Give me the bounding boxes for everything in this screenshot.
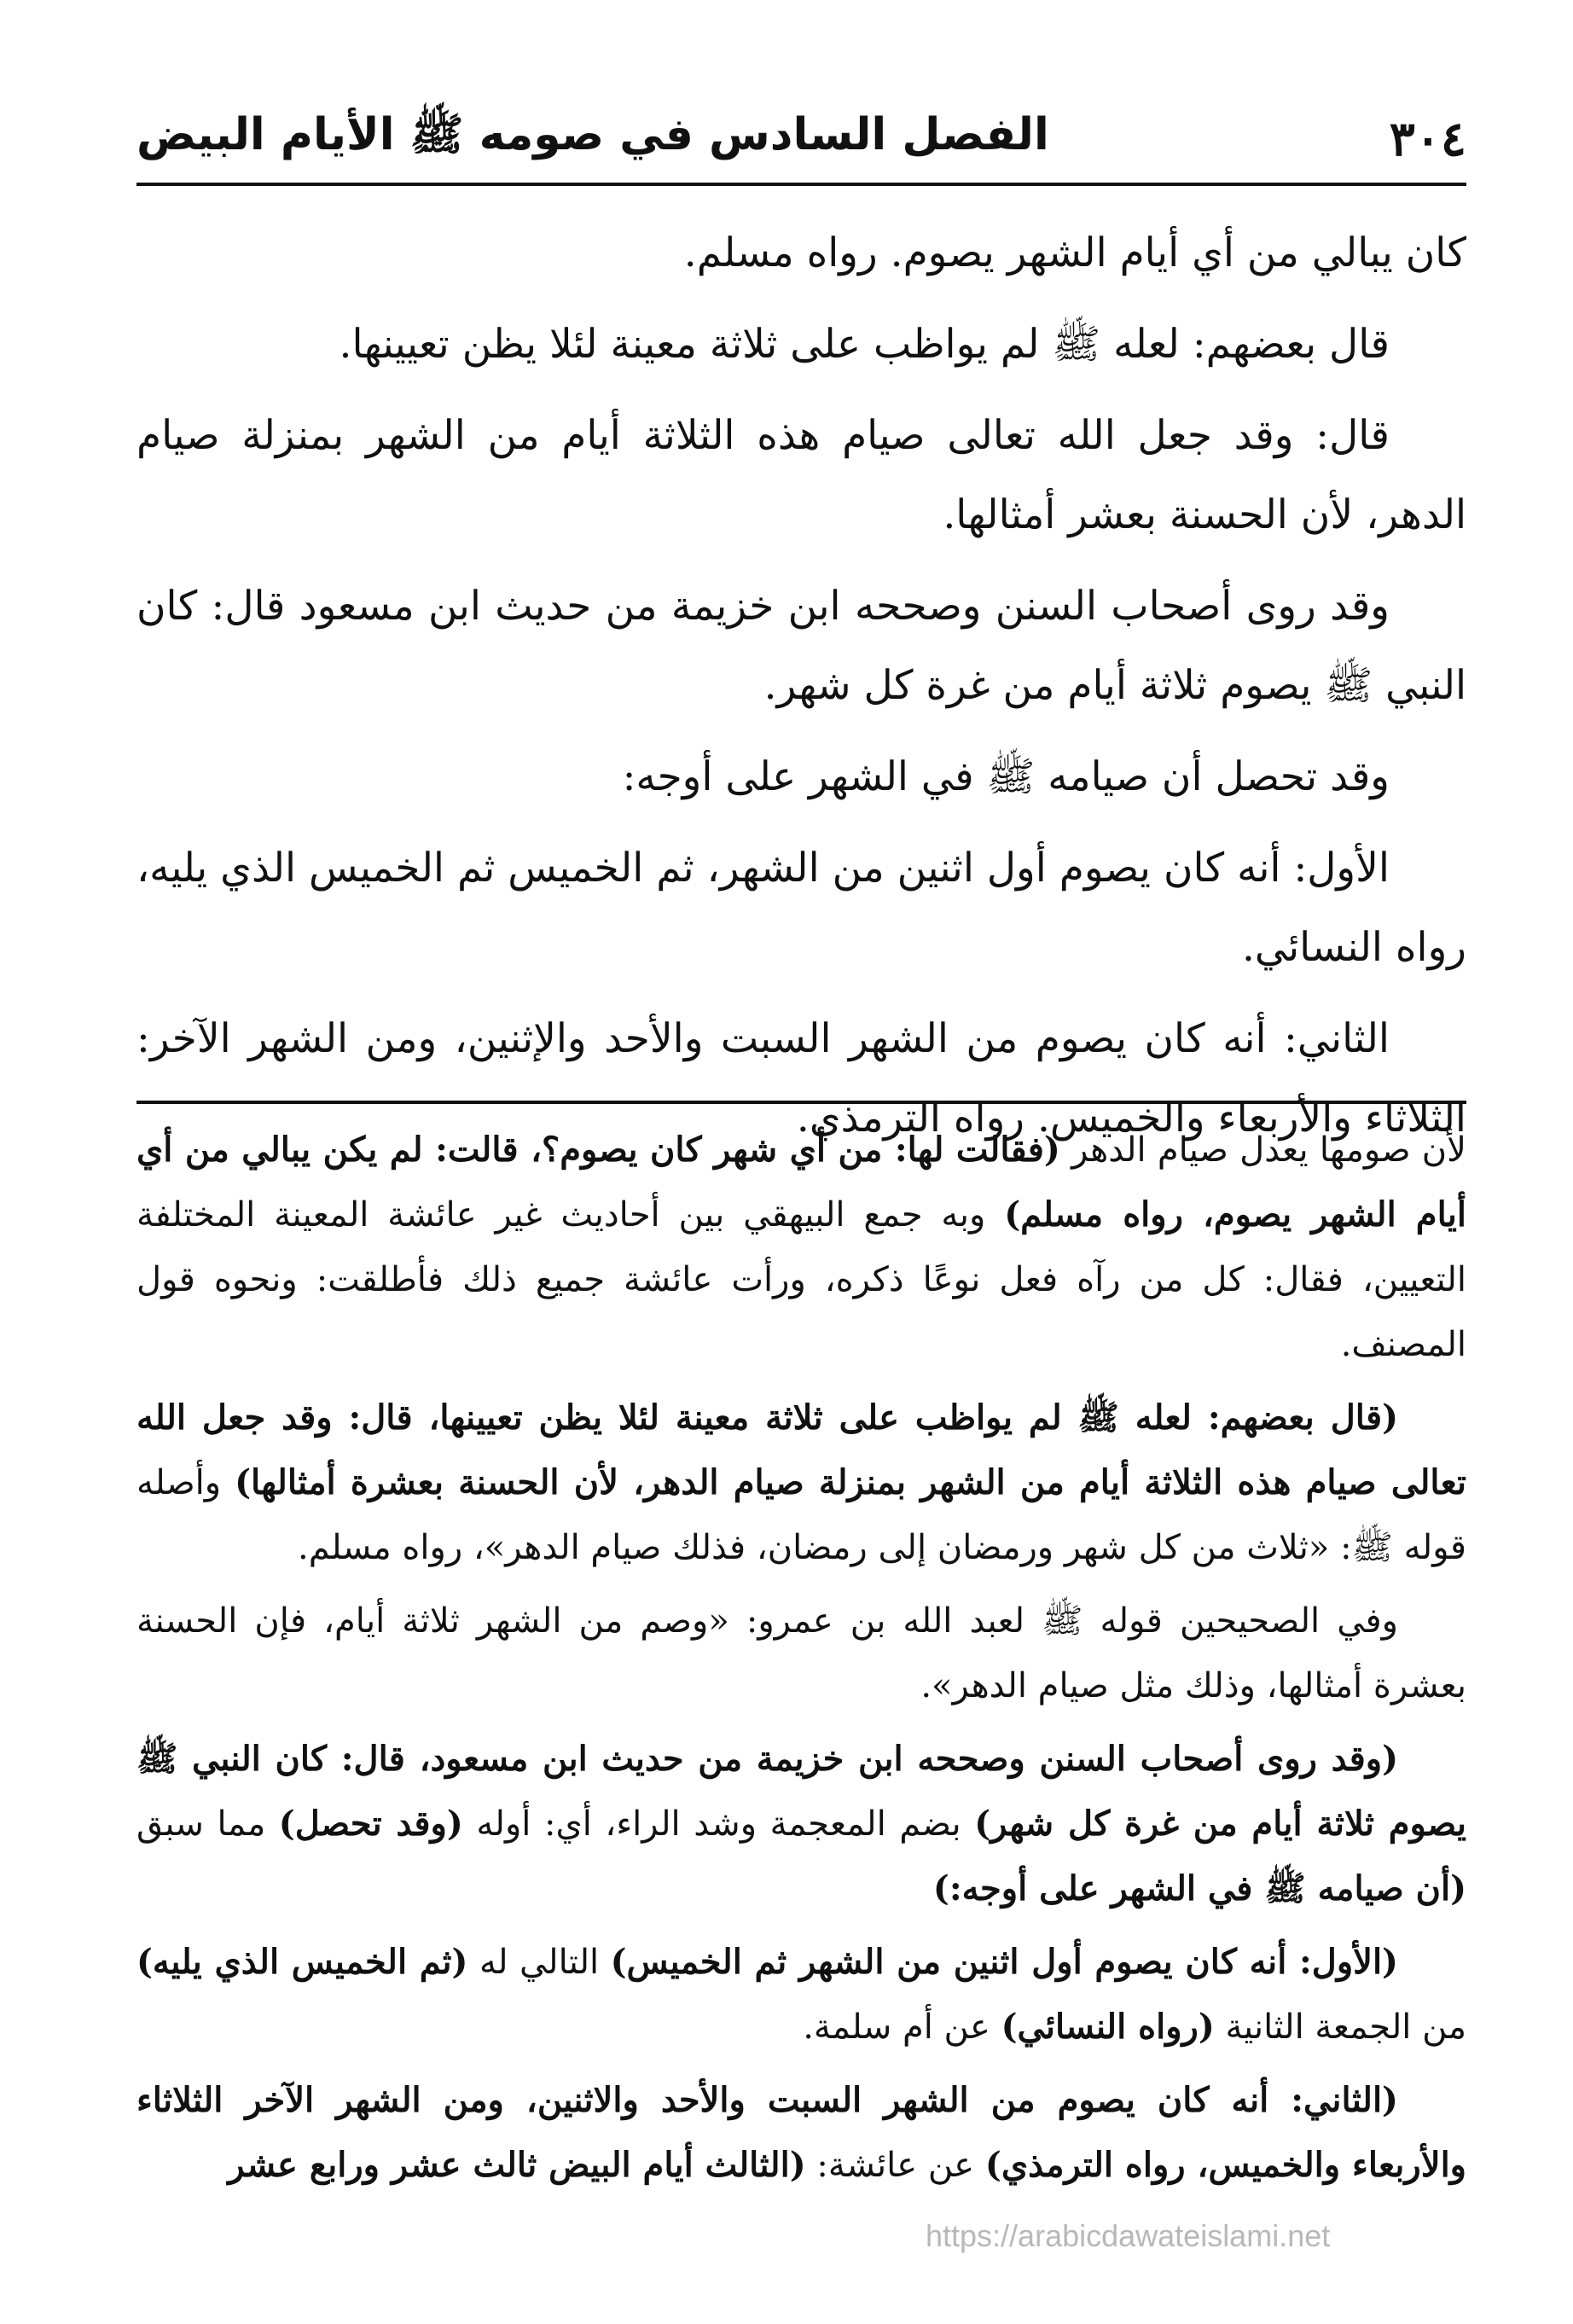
header-rule	[136, 183, 1466, 186]
commentary-paragraph: وفي الصحيحين قوله ﷺ لعبد الله بن عمرو: «وصم من الشهر ثلاثة أيام، فإن الحسنة بعشرة أمثالها، وذلك مثل صيام الدهر».	[136, 1601, 1466, 1705]
commentary-paragraph	[136, 2068, 1466, 2198]
page-header	[136, 101, 1466, 177]
quoted-text: (الأول: أنه كان يصوم أول اثنين من الشهر ثم الخميس)	[610, 1942, 1398, 1982]
commentary-text: لأن صومها يعدل صيام الدهر	[1059, 1130, 1466, 1170]
main-paragraph: وقد تحصل أن صيامه ﷺ في الشهر على أوجه:	[622, 753, 1390, 800]
commentary-paragraph	[136, 1727, 1466, 1921]
quoted-text: (قال بعضهم: لعله ﷺ لم يواظب على ثلاثة معينة لئلا يظن تعيينها، قال: وقد جعل الله تعالى صيام هذه الثلاثة أيام من الشهر بمنزلة صيام الدهر، لأن الحسنة بعشرة أمثالها)	[136, 1397, 1467, 1502]
commentary-text: من الجمعة الثانية	[1214, 2007, 1466, 2047]
main-text	[136, 213, 1466, 1170]
quoted-text: (الثالث أيام البيض ثالث عشر ورابع عشر	[228, 2145, 806, 2185]
commentary-paragraph	[136, 1386, 1466, 1580]
commentary-text: بضم المعجمة وشد الراء، أي: أوله	[462, 1804, 975, 1844]
page-number: ٣٠٤	[1389, 111, 1466, 167]
main-paragraph: كان يبالي من أي أيام الشهر يصوم. رواه مسلم.	[683, 229, 1466, 276]
commentary-separator	[136, 1101, 1466, 1104]
main-paragraph: وقد روى أصحاب السنن وصححه ابن خزيمة من حديث ابن مسعود قال: كان النبي ﷺ يصوم ثلاثة أيام من غرة كل شهر.	[136, 583, 1466, 709]
quoted-text: (وقد روى أصحاب السنن وصححه ابن خزيمة من حديث ابن مسعود، قال: كان النبي ﷺ يصوم ثلاثة أيام من غرة كل شهر)	[136, 1739, 1466, 1844]
watermark: https://arabicdawateislami.net	[926, 2218, 1331, 2253]
quoted-text: (رواه النسائي)	[1001, 2007, 1215, 2047]
commentary-text: وبه جمع البيهقي بين أحاديث غير عائشة المعينة المختلفة التعيين، فقال: كل من رآه فعل نوعًا ذكره، ورأت عائشة جميع ذلك فأطلقت: ونحوه قول المصنف.	[136, 1195, 1466, 1364]
commentary-text: التالي له	[467, 1943, 611, 1982]
main-paragraph: الثاني: أنه كان يصوم من الشهر السبت والأحد والإثنين، ومن الشهر الآخر: الثلاثاء والأربعاء والخميس. رواه الترمذي.	[136, 1015, 1466, 1142]
commentary-paragraph	[136, 1930, 1466, 2060]
commentary-paragraph	[136, 1118, 1466, 1377]
commentary	[136, 1118, 1466, 2206]
running-title: الفصل السادس في صومه ﷺ الأيام البيض	[136, 108, 1049, 160]
quoted-text: (ثم الخميس الذي يليه)	[136, 1942, 468, 1982]
quoted-text: (أن صيامه ﷺ في الشهر على أوجه:)	[932, 1868, 1466, 1909]
quoted-text: (الثاني: أنه كان يصوم من الشهر السبت والأحد والاثنين، ومن الشهر الآخر الثلاثاء والأربعاء والخميس، رواه الترمذي)	[136, 2080, 1466, 2185]
commentary-text: عن عائشة:	[805, 2146, 985, 2185]
commentary-text: عن أم سلمة.	[803, 2007, 1001, 2047]
main-paragraph: قال: وقد جعل الله تعالى صيام هذه الثلاثة أيام من الشهر بمنزلة صيام الدهر، لأن الحسنة بعشر أمثالها.	[136, 412, 1466, 538]
commentary-text: وأصله قوله ﷺ: «ثلاث من كل شهر ورمضان إلى رمضان، فذلك صيام الدهر»، رواه مسلم.	[136, 1463, 1466, 1567]
main-paragraph: الأول: أنه كان يصوم أول اثنين من الشهر، ثم الخميس ثم الخميس الذي يليه، رواه النسائي.	[136, 845, 1466, 971]
main-paragraph: قال بعضهم: لعله ﷺ لم يواظب على ثلاثة معينة لئلا يظن تعيينها.	[339, 321, 1390, 368]
quoted-text: (فقالت لها: من أي شهر كان يصوم؟، قالت: لم يكن يبالي من أي أيام الشهر يصوم، رواه مسلم)	[136, 1130, 1467, 1235]
commentary-text: مما سبق	[136, 1804, 279, 1844]
quoted-text: (وقد تحصل)	[278, 1804, 463, 1844]
